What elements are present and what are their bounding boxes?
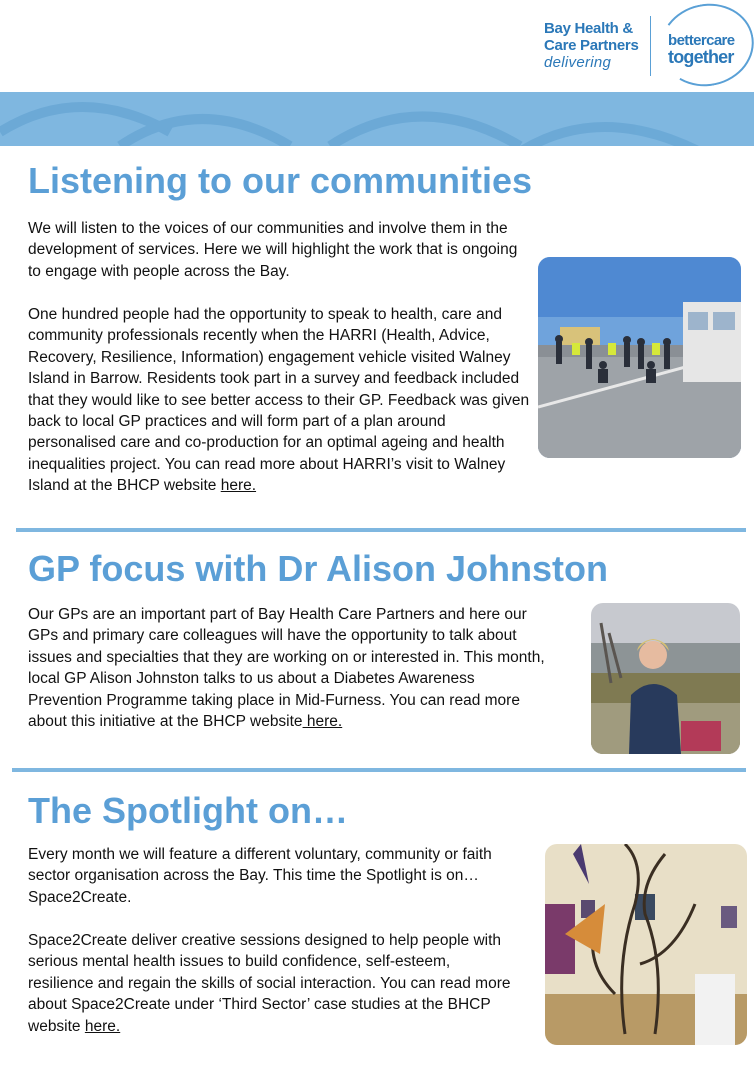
gp-focus-link[interactable]: here. [302,713,343,731]
section-2-body-text: Our GPs are an important part of Bay Health Care Partners and here our GPs and primary care colleagues will have the opportunity to talk about issues and specialties that they are working on or interested in. This month, local GP Alison Johnston talks to us about a Diabetes Awareness Prevention Programme taking place in Mid-Furness. You can read more about this initiative at the BHCP website [28,606,545,731]
org-tagline: delivering [544,54,612,71]
logo-divider [650,16,651,76]
space2create-artwork-photo [545,844,747,1045]
section-divider-1 [16,528,746,532]
org-name-line2: Care Partners [544,37,639,54]
harri-vehicle-photo [538,257,741,458]
brand-line1: bettercare [668,32,735,49]
brand-line2: together [668,47,734,67]
section-title-spotlight: The Spotlight on… [28,790,348,831]
section-1-intro: We will listen to the voices of our communities and involve them in the development of services. Here we will highlight the work that is ongoing to engage with people across the Bay. [28,220,518,280]
section-3-intro: Every month we will feature a different voluntary, community or faith sector organisation across the Bay. This time the Spotlight is on… Space2Create. [28,846,492,906]
bhcp-logo [540,10,754,88]
org-name [544,20,656,71]
section-title-listening: Listening to our communities [28,160,533,201]
section-1-body [28,304,533,497]
dr-alison-johnston-photo [591,603,740,754]
section-divider-2 [12,768,746,772]
section-3-body [28,930,518,1037]
header-banner [0,92,754,146]
section-3-body-text: Space2Create deliver creative sessions designed to help people with serious mental health issues to build confidence, self-esteem, resilience and regain the skills of social interaction. You can read more about Space2Create under ‘Third Sector’ case studies at the BHCP website [28,932,511,1035]
section-1-body-text: One hundred people had the opportunity to speak to health, care and community professionals recently when the HARRI (Health, Advice, Recovery, Resilience, Information) engagement vehicle visited Walney Island in Barrow. Residents took part in a survey and feedback included that they would like to see better access to their GP. Feedback was given back to local GP practices and will form part of a plan around personalised care and co-production for an optimal ageing and health inequalities project. You can read more about HARRI’s visit to Walney Island at the BHCP website [28,306,530,495]
section-title-gp-focus: GP focus with Dr Alison Johnston [28,548,609,589]
section-2-body [28,604,548,732]
org-name-line1: Bay Health & [544,20,633,37]
harri-link[interactable]: here. [220,477,257,495]
space2create-link[interactable]: here. [84,1017,121,1035]
